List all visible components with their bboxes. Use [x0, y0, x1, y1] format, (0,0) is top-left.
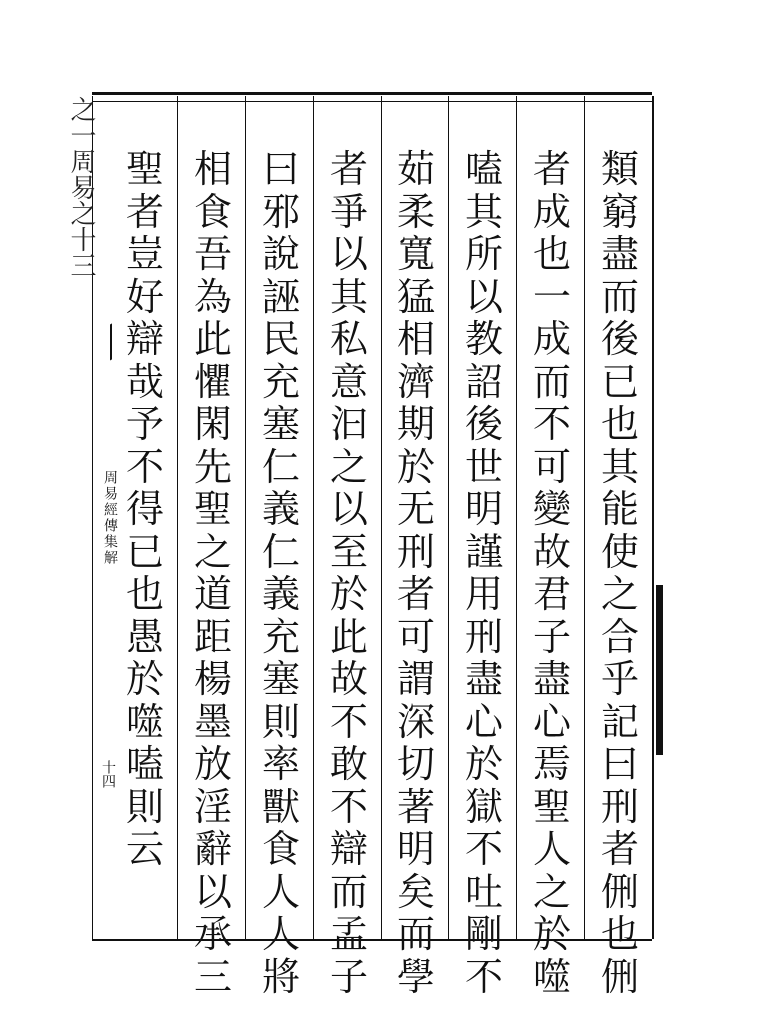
text-column-4	[385, 147, 447, 1000]
character: 明	[396, 827, 435, 871]
text-column-3	[453, 147, 515, 1000]
column-divider	[177, 96, 178, 939]
character: 淫	[193, 784, 232, 829]
character: 著	[396, 784, 435, 829]
character: 也	[125, 572, 164, 616]
character: 聖	[532, 784, 571, 829]
character: 辭	[193, 827, 232, 871]
character: 於	[532, 912, 571, 956]
character: 侀	[600, 869, 639, 914]
character: 先	[193, 444, 232, 489]
character: 承	[193, 912, 232, 956]
character: 故	[532, 529, 571, 574]
character: 充	[261, 359, 300, 404]
character: 獄	[464, 784, 503, 829]
character: 其	[600, 444, 639, 489]
character: 之	[600, 572, 639, 616]
character: 成	[532, 317, 571, 361]
character: 放	[193, 742, 232, 786]
character: 可	[396, 614, 435, 659]
character: 以	[464, 274, 503, 319]
character: 三	[193, 954, 232, 999]
character: 吐	[464, 869, 503, 914]
character: 心	[464, 699, 503, 744]
character: 類	[600, 147, 639, 191]
column-divider	[313, 96, 314, 939]
character: 不	[329, 699, 368, 744]
character: 盡	[532, 657, 571, 701]
character: 明	[464, 487, 503, 531]
character: 得	[125, 487, 164, 531]
character: 矣	[396, 869, 435, 914]
character: 无	[396, 487, 435, 531]
character: 閑	[193, 402, 232, 446]
character: 此	[193, 317, 232, 361]
character: 人	[532, 827, 571, 871]
character: 刑	[396, 529, 435, 574]
right-border-rule	[652, 96, 654, 939]
character: 變	[532, 487, 571, 531]
character: 義	[261, 487, 300, 531]
character: 詔	[464, 359, 503, 404]
character: 而	[600, 274, 639, 319]
character: 汩	[329, 402, 368, 446]
margin-page-number: 十四	[100, 760, 116, 788]
character: 成	[532, 189, 571, 234]
character: 已	[125, 529, 164, 574]
character: 後	[600, 317, 639, 361]
character: 刑	[600, 784, 639, 829]
character: 乎	[600, 657, 639, 701]
character: 一	[532, 274, 571, 319]
character: 吾	[193, 232, 232, 276]
character: 已	[600, 359, 639, 404]
character: 而	[532, 359, 571, 404]
character: 記	[600, 699, 639, 744]
character: 此	[329, 614, 368, 659]
character: 至	[329, 529, 368, 574]
character: 後	[464, 402, 503, 446]
text-column-8	[114, 147, 176, 873]
character: 切	[396, 742, 435, 786]
character: 而	[396, 912, 435, 956]
character: 者	[125, 189, 164, 234]
margin-fish-tail-mark	[96, 323, 112, 368]
character: 焉	[532, 742, 571, 786]
character: 則	[125, 784, 164, 829]
character: 嗑	[125, 742, 164, 786]
character: 期	[396, 402, 435, 446]
character: 誣	[261, 274, 300, 319]
character: 使	[600, 529, 639, 574]
character: 柔	[396, 189, 435, 234]
column-divider	[584, 96, 585, 939]
character: 相	[396, 317, 435, 361]
character: 深	[396, 699, 435, 744]
character: 人	[261, 869, 300, 914]
character: 食	[193, 189, 232, 234]
column-divider	[381, 96, 382, 939]
character: 世	[464, 444, 503, 489]
character: 義	[261, 572, 300, 616]
character: 仁	[261, 444, 300, 489]
character: 侀	[600, 954, 639, 999]
character: 者	[396, 572, 435, 616]
top-border-rule	[92, 92, 652, 102]
text-column-5	[318, 147, 380, 1000]
character: 充	[261, 614, 300, 659]
character: 曰	[600, 742, 639, 786]
character: 寬	[396, 232, 435, 276]
column-divider	[516, 96, 517, 939]
character: 合	[600, 614, 639, 659]
character: 子	[329, 954, 368, 999]
character: 其	[464, 189, 503, 234]
character: 刑	[464, 614, 503, 659]
character: 說	[261, 232, 300, 276]
character: 塞	[261, 657, 300, 701]
character: 相	[193, 147, 232, 191]
character: 曰	[261, 147, 300, 191]
character: 之	[532, 869, 571, 914]
character: 剛	[464, 912, 503, 956]
character: 則	[261, 699, 300, 744]
character: 窮	[600, 189, 639, 234]
character: 於	[125, 657, 164, 701]
character: 能	[600, 487, 639, 531]
character: 子	[532, 614, 571, 659]
character: 不	[464, 954, 503, 999]
character: 聖	[125, 147, 164, 191]
character: 意	[329, 359, 368, 404]
character: 不	[329, 784, 368, 829]
character: 私	[329, 317, 368, 361]
character: 心	[532, 699, 571, 744]
character: 於	[329, 572, 368, 616]
character: 噬	[532, 954, 571, 999]
character: 爭	[329, 189, 368, 234]
character: 之	[329, 444, 368, 489]
character: 以	[329, 487, 368, 531]
character: 民	[261, 317, 300, 361]
character: 於	[396, 444, 435, 489]
character: 率	[261, 742, 300, 786]
character: 也	[600, 912, 639, 956]
character: 茹	[396, 147, 435, 191]
character: 楊	[193, 657, 232, 701]
character: 以	[329, 232, 368, 276]
character: 距	[193, 614, 232, 659]
character: 故	[329, 657, 368, 701]
character: 獸	[261, 784, 300, 829]
margin-book-title: 周易經傳集解	[102, 470, 118, 566]
character: 予	[125, 402, 164, 446]
binding-edge-mark	[656, 585, 663, 755]
character: 其	[329, 274, 368, 319]
character: 邪	[261, 189, 300, 234]
character: 謂	[396, 657, 435, 701]
character: 墨	[193, 699, 232, 744]
character: 以	[193, 869, 232, 914]
character: 濟	[396, 359, 435, 404]
character: 猛	[396, 274, 435, 319]
character: 食	[261, 827, 300, 871]
character: 敢	[329, 742, 368, 786]
character: 道	[193, 572, 232, 616]
character: 為	[193, 274, 232, 319]
character: 孟	[329, 912, 368, 956]
character: 教	[464, 317, 503, 361]
character: 將	[261, 954, 300, 999]
text-column-6	[250, 147, 312, 1000]
character: 於	[464, 742, 503, 786]
character: 者	[600, 827, 639, 871]
character: 愚	[125, 614, 164, 659]
text-column-7	[182, 147, 244, 1000]
text-column-2	[521, 147, 583, 1000]
character: 塞	[261, 402, 300, 446]
character: 聖	[193, 487, 232, 531]
character: 盡	[464, 657, 503, 701]
margin-cut-text: 之一周易之十三	[66, 96, 96, 278]
character: 噬	[125, 699, 164, 744]
character: 辯	[125, 317, 164, 361]
character: 謹	[464, 529, 503, 574]
character: 之	[193, 529, 232, 574]
character: 者	[532, 147, 571, 191]
character: 好	[125, 274, 164, 319]
column-divider	[448, 96, 449, 939]
character: 而	[329, 869, 368, 914]
character: 也	[532, 232, 571, 276]
character: 豈	[125, 232, 164, 276]
character: 盡	[600, 232, 639, 276]
character: 也	[600, 402, 639, 446]
character: 人	[261, 912, 300, 956]
character: 者	[329, 147, 368, 191]
character: 君	[532, 572, 571, 616]
character: 懼	[193, 359, 232, 404]
character: 仁	[261, 529, 300, 574]
character: 不	[125, 444, 164, 489]
character: 學	[396, 954, 435, 999]
character: 可	[532, 444, 571, 489]
character: 云	[125, 827, 164, 871]
character: 所	[464, 232, 503, 276]
text-column-1	[589, 147, 651, 1000]
character: 不	[532, 402, 571, 446]
character: 辯	[329, 827, 368, 871]
character: 哉	[125, 359, 164, 404]
character: 不	[464, 827, 503, 871]
character: 用	[464, 572, 503, 616]
character: 嗑	[464, 147, 503, 191]
column-divider	[245, 96, 246, 939]
